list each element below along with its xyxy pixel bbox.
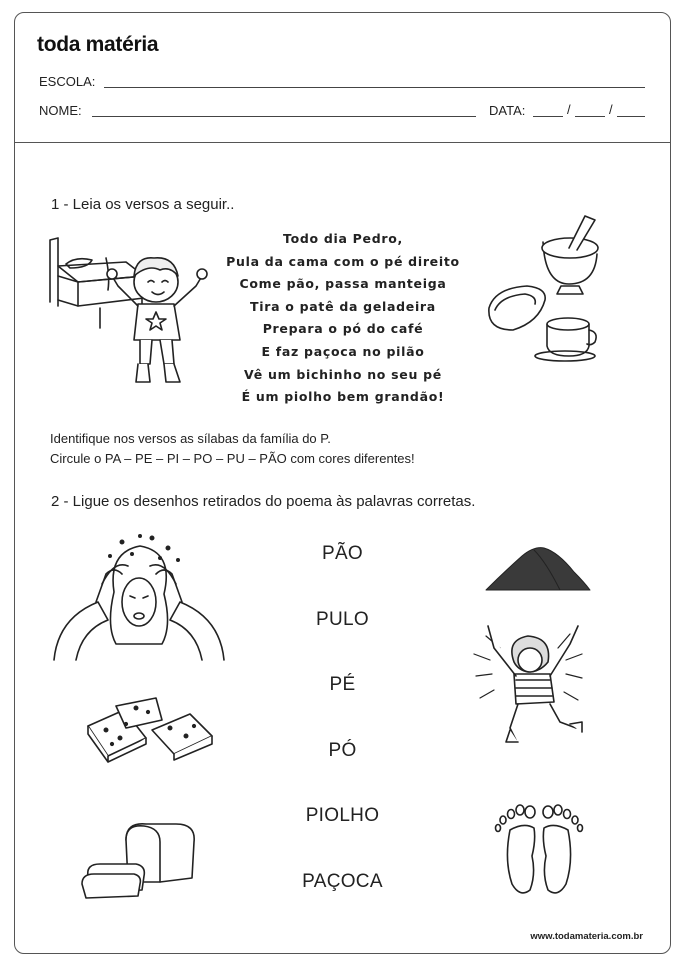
date-separator: / bbox=[609, 102, 613, 117]
school-label: ESCOLA: bbox=[39, 74, 96, 89]
poem-line: É um piolho bem grandão! bbox=[241, 389, 445, 405]
footer-url[interactable]: www.todamateria.com.br bbox=[530, 931, 643, 942]
date-day-field[interactable] bbox=[533, 116, 563, 117]
date-label: DATA: bbox=[489, 103, 526, 118]
jumping-kid-illustration[interactable] bbox=[470, 618, 590, 753]
poem-line: Vê um bichinho no seu pé bbox=[244, 366, 442, 382]
poem bbox=[213, 228, 473, 409]
powder-pile-illustration[interactable] bbox=[484, 542, 592, 594]
header-divider bbox=[14, 142, 671, 143]
feet-illustration[interactable] bbox=[490, 800, 590, 900]
word-pao[interactable]: PÃO bbox=[321, 543, 364, 564]
poem-line: E faz paçoca no pilão bbox=[261, 343, 425, 359]
word-piolho[interactable]: PIOLHO bbox=[305, 805, 380, 826]
poem-line: Prepara o pó do café bbox=[262, 321, 424, 337]
poem-line: Todo dia Pedro, bbox=[283, 231, 403, 246]
word-pacoca[interactable]: PAÇOCA bbox=[302, 871, 383, 892]
brand-logo: toda matéria bbox=[37, 33, 159, 56]
question-1-title: 1 - Leia os versos a seguir.. bbox=[51, 196, 235, 213]
name-label: NOME: bbox=[39, 103, 82, 118]
poem-line: Pula da cama com o pé direito bbox=[226, 253, 460, 269]
poem-line: Come pão, passa manteiga bbox=[239, 276, 447, 292]
breakfast-items-illustration bbox=[485, 212, 600, 362]
lice-itchy-head-illustration[interactable] bbox=[52, 532, 227, 664]
date-year-field[interactable] bbox=[617, 116, 645, 117]
word-pulo[interactable]: PULO bbox=[316, 609, 369, 630]
boy-and-bed-illustration bbox=[48, 236, 213, 391]
word-pe[interactable]: PÉ bbox=[329, 674, 356, 695]
school-field[interactable] bbox=[104, 87, 645, 88]
name-field[interactable] bbox=[92, 116, 476, 117]
word-po[interactable]: PÓ bbox=[328, 740, 357, 761]
pacoca-pieces-illustration[interactable] bbox=[86, 696, 216, 762]
date-separator: / bbox=[567, 102, 571, 117]
instruction-text: Circule o PA – PE – PI – PO – PU – PÃO com cores diferentes! bbox=[50, 451, 415, 466]
poem-line: Tira o patê da geladeira bbox=[250, 298, 436, 314]
date-month-field[interactable] bbox=[575, 116, 605, 117]
bread-loaf-illustration[interactable] bbox=[78, 820, 200, 900]
instruction-text: Identifique nos versos as sílabas da família do P. bbox=[50, 431, 331, 446]
question-2-title: 2 - Ligue os desenhos retirados do poema às palavras corretas. bbox=[51, 493, 476, 510]
